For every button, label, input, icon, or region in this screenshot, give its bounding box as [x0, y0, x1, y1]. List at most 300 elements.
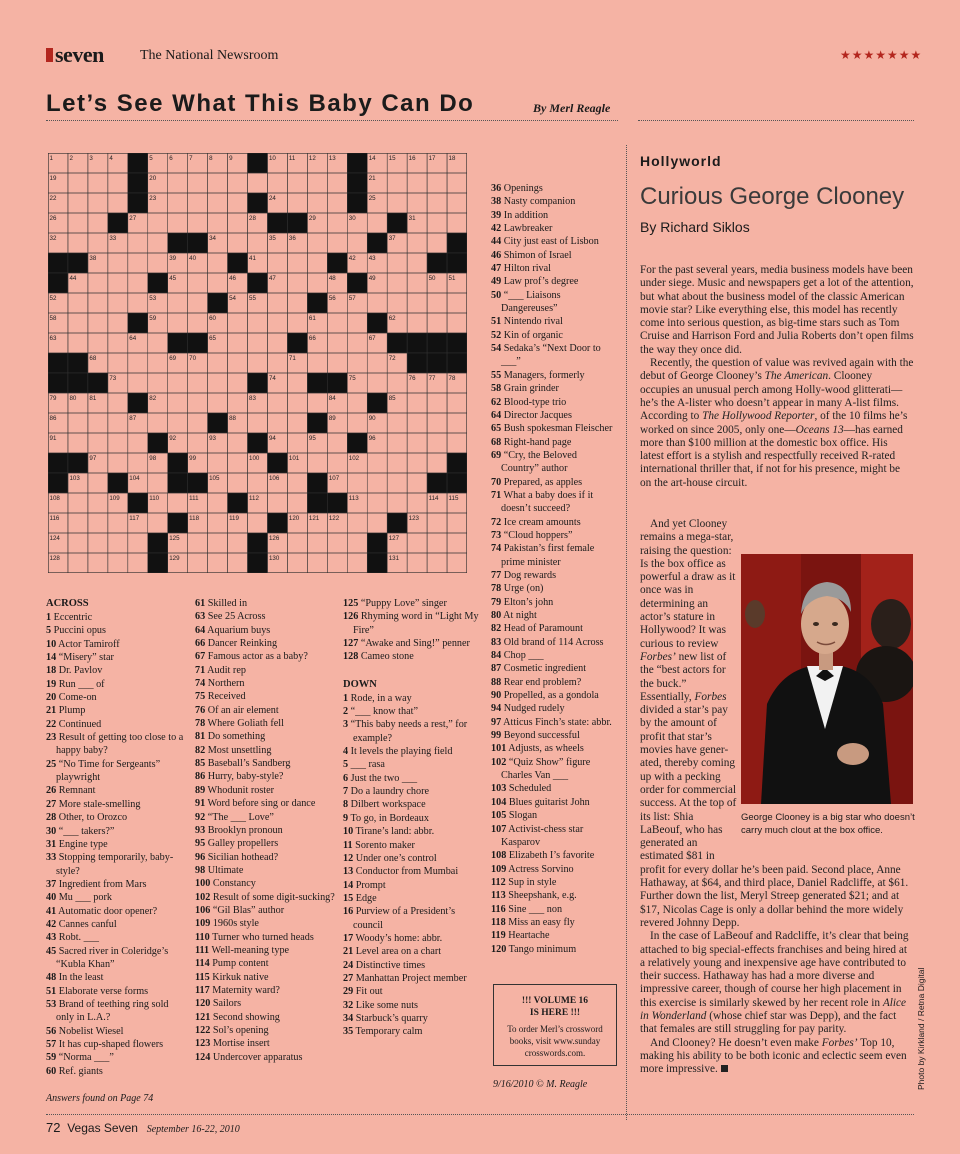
clue-item: 110 Turner who turned heads [195, 931, 314, 943]
grid-number: 130 [268, 555, 280, 562]
grid-block [267, 453, 287, 473]
clue-item: 65 Bush spokesman Fleischer [491, 423, 613, 435]
clue-item: 84 Chop ___ [491, 650, 544, 662]
clue-item: 59 “Norma ___” [46, 1052, 114, 1064]
grid-number: 98 [149, 455, 157, 462]
grid-number: 101 [288, 455, 300, 462]
clue-item: 52 Kin of organic [491, 329, 563, 341]
grid-number: 34 [209, 235, 217, 242]
clue-item: 62 Blood-type trio [491, 396, 567, 408]
clue-item: 29 Fit out [343, 986, 383, 998]
grid-block [108, 473, 128, 493]
clue-item: 45 Sacred river in Coleridge’s “Kubla Khan” [46, 945, 169, 970]
clue-column-1 [46, 597, 186, 1078]
clue-item: 44 City just east of Lisbon [491, 236, 599, 248]
grid-block [367, 313, 387, 333]
promo-headline-2: IS HERE !!! [529, 1008, 581, 1018]
grid-block [48, 253, 68, 273]
clue-item: 66 Dancer Reinking [195, 638, 278, 650]
photo-caption: George Clooney is a big star who doesn’t carry much clout at the box office. [741, 812, 915, 836]
grid-number: 10 [268, 155, 276, 162]
clue-item: 82 Head of Paramount [491, 623, 583, 635]
grid-number: 62 [388, 315, 396, 322]
clue-item: 81 Do something [195, 731, 266, 743]
grid-block [367, 533, 387, 553]
grid-block [68, 453, 88, 473]
grid-number: 26 [49, 215, 57, 222]
issue-date: September 16-22, 2010 [146, 1124, 240, 1135]
grid-number: 92 [169, 435, 177, 442]
clue-item: 53 Brand of teething ring sold only in L.A.? [46, 998, 169, 1024]
grid-number: 109 [109, 495, 120, 502]
grid-number: 119 [229, 515, 239, 522]
grid-number: 3 [89, 155, 93, 162]
clue-item: 71 What a baby does if it doesn’t succeed? [491, 489, 594, 515]
grid-block [248, 193, 268, 213]
grid-block [347, 173, 367, 193]
grid-number: 72 [388, 355, 396, 362]
grid-number: 35 [268, 235, 276, 242]
clue-item: 102 Result of some digit-sucking? [195, 891, 335, 903]
grid-number: 106 [268, 475, 280, 482]
grid-number: 80 [69, 395, 77, 402]
clue-item: 10 Tirane’s land: abbr. [343, 826, 435, 838]
grid-block [208, 293, 228, 313]
grid-block [88, 373, 108, 393]
clue-item: 30 “___ takers?” [46, 825, 115, 837]
grid-number: 58 [49, 315, 57, 322]
clue-item: 48 In the least [46, 972, 104, 984]
grid-block [248, 433, 268, 453]
clue-item: 42 Lawbreaker [491, 223, 553, 235]
grid-number: 46 [229, 275, 236, 282]
grid-number: 126 [268, 535, 280, 542]
clue-item: 93 Brooklyn pronoun [195, 824, 283, 836]
grid-block [347, 433, 367, 453]
grid-number: 112 [249, 495, 259, 502]
clue-item: 47 Hilton rival [491, 263, 551, 275]
grid-block [367, 393, 387, 413]
grid-block [427, 473, 447, 493]
grid-number: 44 [69, 275, 77, 282]
clue-item: 60 Ref. giants [46, 1065, 103, 1077]
grid-block [427, 353, 447, 373]
clue-item: 91 Word before sing or dance [195, 798, 316, 810]
grid-block [447, 453, 467, 473]
grid-number: 2 [69, 155, 73, 162]
crossword-grid[interactable] [48, 153, 467, 573]
grid-number: 54 [229, 295, 236, 302]
clue-item: 34 Starbuck’s quarry [343, 1012, 428, 1024]
grid-number: 48 [328, 275, 336, 282]
grid-block [168, 473, 188, 493]
promo-headline: !!! VOLUME 16 [521, 996, 589, 1006]
footer [46, 1120, 240, 1135]
grid-number: 70 [189, 355, 197, 362]
clue-item: 123 Mortise insert [195, 1038, 270, 1050]
article-author: By Richard Siklos [640, 219, 750, 235]
grid-block [447, 253, 467, 273]
grid-number: 67 [368, 335, 376, 342]
divider [46, 1114, 914, 1115]
grid-block [307, 493, 327, 513]
grid-block [108, 213, 128, 233]
clue-item: 117 Maternity ward? [195, 984, 280, 996]
clue-item: 109 Actress Sorvino [491, 863, 574, 875]
clue-item: 49 Law prof’s degree [491, 276, 579, 288]
grid-block [248, 273, 268, 293]
grid-number: 31 [408, 215, 416, 222]
clooney-photo [741, 554, 913, 804]
grid-block [387, 513, 407, 533]
grid-number: 89 [328, 415, 336, 422]
grid-number: 45 [169, 275, 177, 282]
clue-heading [343, 664, 483, 678]
grid-block [307, 293, 327, 313]
grid-block [128, 173, 148, 193]
clue-item: 56 Nobelist Wiesel [46, 1025, 124, 1037]
clue-item: 108 Elizabeth I’s favorite [491, 850, 595, 862]
clue-item: 23 Result of getting too close to a happy baby? [46, 732, 184, 757]
grid-number: 75 [348, 375, 356, 382]
grid-number: 124 [49, 535, 60, 542]
clue-item: 113 Sheepshank, e.g. [491, 890, 577, 902]
grid-block [48, 473, 68, 493]
clue-item: 124 Undercover apparatus [195, 1051, 303, 1063]
brand-tagline: The National Newsroom [140, 48, 279, 63]
grid-number: 61 [308, 315, 316, 322]
clue-item: 5 Puccini opus [46, 625, 106, 637]
clue-item: 40 Mu ___ pork [46, 892, 112, 904]
clue-column-3 [343, 597, 483, 1039]
clue-item: 27 More stale-smelling [46, 798, 141, 810]
grid-block [188, 473, 208, 493]
grid-number: 14 [368, 155, 376, 162]
clue-item: 105 Slogan [491, 810, 538, 822]
clue-item: 1 Rode, in a way [343, 692, 412, 704]
grid-number: 128 [49, 555, 60, 562]
answers-note: Answers found on Page 74 [46, 1093, 154, 1104]
grid-number: 37 [388, 235, 396, 242]
clue-item: 111 Well-meaning type [195, 944, 290, 956]
clue-item: 95 Galley propellers [195, 838, 279, 850]
clue-item: 19 Run ___ of [46, 678, 105, 690]
clue-item: 55 Managers, formerly [491, 369, 585, 381]
clue-item: 4 It levels the playing field [343, 746, 453, 758]
magazine-name: Vegas Seven [67, 1121, 138, 1135]
grid-block [407, 353, 427, 373]
grid-number: 125 [169, 535, 180, 542]
clue-item: 127 “Awake and Sing!” penner [343, 638, 470, 650]
section-label: Hollyworld [640, 153, 722, 169]
grid-number: 18 [448, 155, 456, 162]
clue-item: 79 Elton’s john [491, 596, 554, 608]
clue-item: 43 Robt. ___ [46, 932, 99, 944]
clue-heading: DOWN [343, 678, 377, 690]
clue-item: 109 1960s style [195, 918, 259, 930]
clue-item: 98 Ultimate [195, 864, 244, 876]
clue-item: 90 Propelled, as a gondola [491, 690, 599, 702]
grid-block [128, 153, 148, 173]
grid-number: 6 [169, 155, 173, 162]
grid-block [327, 253, 347, 273]
grid-block [307, 473, 327, 493]
grid-number: 8 [209, 155, 213, 162]
clue-item: 128 Cameo stone [343, 651, 414, 663]
clue-item: 86 Hurry, baby-style? [195, 771, 284, 783]
grid-number: 131 [388, 555, 400, 562]
grid-block [168, 233, 188, 253]
clue-item: 97 Atticus Finch’s state: abbr. [491, 716, 612, 728]
clue-item: 85 Baseball’s Sandberg [195, 758, 291, 770]
grid-number: 74 [268, 375, 276, 382]
clue-item: 38 Nasty companion [491, 196, 576, 208]
clue-item: 92 “The ___ Love” [195, 811, 274, 823]
clue-item: 115 Kirkuk native [195, 971, 269, 983]
grid-number: 122 [328, 515, 340, 522]
grid-number: 57 [348, 295, 356, 302]
grid-number: 91 [49, 435, 57, 442]
grid-block [48, 373, 68, 393]
grid-block [387, 333, 407, 353]
clue-item: 101 Adjusts, as wheels [491, 743, 584, 755]
clue-item: 68 Right-hand page [491, 436, 572, 448]
grid-number: 15 [388, 155, 396, 162]
paragraph: For the past several years, media business models have been under siege. Music and newspapers get a lot of the attention, but what about the business model of the classic American movie star? Like everything else, this model has recently come into serious question, as big-time stars such as Tom Cruise and Harrison Ford and Julia Roberts don’t open films the way they once did. [640, 264, 914, 356]
grid-number: 16 [408, 155, 416, 162]
grid-number: 85 [388, 395, 396, 402]
clue-item: 24 Distinctive times [343, 959, 426, 971]
clue-item: 51 Nintendo rival [491, 316, 563, 328]
clue-column-2 [195, 597, 335, 1064]
clue-item: 74 Pakistan’s first female prime minister [491, 543, 595, 568]
clue-item: 42 Cannes canful [46, 918, 117, 930]
grid-number: 93 [209, 435, 217, 442]
clue-item: 119 Heartache [491, 930, 550, 942]
grid-block [447, 233, 467, 253]
grid-block [188, 333, 208, 353]
grid-number: 20 [149, 175, 157, 182]
promo-box [493, 984, 617, 1066]
clue-item: 32 Like some nuts [343, 999, 418, 1011]
grid-block [287, 333, 307, 353]
grid-block [248, 533, 268, 553]
grid-number: 38 [89, 255, 97, 262]
grid-number: 21 [368, 175, 376, 182]
clue-item: 20 Come-on [46, 692, 97, 704]
crossword-title: Let’s See What This Baby Can Do [46, 90, 475, 117]
grid-number: 86 [49, 415, 57, 422]
clue-item: 102 “Quiz Show” figure Charles Van ___ [491, 756, 591, 782]
grid-block [307, 413, 327, 433]
grid-block [48, 353, 68, 373]
grid-number: 17 [428, 155, 436, 162]
clue-item: 76 Of an air element [195, 704, 279, 716]
clue-item: 107 Activist-chess star Kasparov [491, 823, 584, 848]
grid-number: 7 [189, 155, 193, 162]
grid-number: 104 [129, 475, 140, 482]
grid-number: 73 [109, 375, 117, 382]
grid-block [68, 353, 88, 373]
promo-text[interactable]: To order Merl’s crossword books, visit www.sunday crosswords.com. [507, 1024, 603, 1058]
clue-item: 57 It has cup-shaped flowers [46, 1039, 164, 1050]
clue-column-4 [491, 182, 613, 956]
clue-item: 104 Blues guitarist John [491, 796, 590, 808]
clue-item: 6 Just the two ___ [343, 772, 418, 784]
grid-number: 49 [368, 275, 376, 282]
clue-item: 73 “Cloud hoppers” [491, 529, 573, 541]
grid-number: 84 [328, 395, 336, 402]
clue-item: 33 Stopping temporarily, baby-style? [46, 852, 174, 877]
divider [638, 120, 914, 121]
clue-item: 78 Where Goliath fell [195, 718, 284, 730]
clue-item: 8 Dilbert workspace [343, 799, 426, 811]
grid-block [148, 273, 168, 293]
grid-block [447, 333, 467, 353]
grid-block [347, 273, 367, 293]
grid-number: 40 [189, 255, 197, 262]
grid-number: 117 [129, 515, 140, 522]
grid-block [267, 213, 287, 233]
grid-number: 71 [288, 355, 296, 362]
grid-block [427, 333, 447, 353]
grid-number: 12 [308, 155, 316, 162]
clue-item: 14 “Misery” star [46, 652, 114, 664]
grid-block [248, 373, 268, 393]
clue-item: 74 Northern [195, 678, 245, 690]
clue-item: 120 Sailors [195, 998, 242, 1010]
clue-item: 35 Temporary calm [343, 1026, 423, 1038]
grid-number: 81 [89, 395, 97, 402]
grid-number: 60 [209, 315, 217, 322]
grid-number: 32 [49, 235, 57, 242]
clue-item: 112 Sup in style [491, 876, 557, 888]
clue-item: 83 Old brand of 114 Across [491, 636, 604, 648]
grid-number: 116 [49, 515, 60, 522]
grid-number: 99 [189, 455, 197, 462]
header-stars: ★★★★★★★ [840, 48, 923, 62]
clue-item: 88 Rear end problem? [491, 676, 582, 688]
grid-block [188, 233, 208, 253]
grid-block [228, 493, 248, 513]
paragraph: And Clooney? He doesn’t even make Forbes’ Top 10, making his ability to be both iconic and eclectic seem even more impressive. [640, 1036, 907, 1076]
grid-number: 43 [368, 255, 376, 262]
clue-item: 70 Prepared, as apples [491, 476, 583, 488]
grid-number: 120 [288, 515, 300, 522]
grid-number: 50 [428, 275, 436, 282]
grid-block [148, 533, 168, 553]
grid-block [267, 513, 287, 533]
clue-item: 122 Sol’s opening [195, 1025, 269, 1036]
clue-item: 78 Urge (on) [491, 583, 544, 595]
divider [46, 120, 618, 121]
grid-block [148, 553, 168, 573]
grid-number: 63 [49, 335, 57, 342]
clue-item: 103 Scheduled [491, 783, 552, 795]
grid-number: 121 [308, 515, 320, 522]
clue-item: 21 Level area on a chart [343, 946, 442, 958]
clue-item: 96 Sicilian hothead? [195, 851, 279, 863]
grid-block [248, 553, 268, 573]
grid-block [327, 373, 347, 393]
clue-item: 126 Rhyming word in “Light My Fire” [343, 611, 479, 636]
clue-item: 82 Most unsettling [195, 744, 272, 756]
clue-item: 21 Plump [46, 705, 86, 717]
grid-number: 53 [149, 295, 157, 302]
grid-number: 9 [229, 155, 233, 162]
grid-number: 25 [368, 195, 376, 202]
clue-item: 71 Audit rep [195, 664, 246, 676]
grid-number: 27 [129, 215, 137, 222]
column-rule [626, 145, 628, 1120]
clue-item: 11 Sorento maker [343, 839, 415, 851]
grid-number: 52 [49, 295, 57, 302]
paragraph: Recently, the question of value was revived again with the debut of George Clooney’s The American. Clooney occupies an unusual perch among Holly-wood glitterati—he’s the A-lister who doesn’t appear in many A-list films. According to The Hollywood Reporter, of the 10 films he’s worked on since 2005, only one—Oceans 13—has earned more than $100 million at the domestic box office. His latest effort is a stylish and respectfully received R-rated international thriller that, if not for his presence, might be on the art-house circuit. [640, 357, 914, 489]
grid-block [168, 453, 188, 473]
clue-heading: ACROSS [46, 598, 89, 609]
grid-number: 76 [408, 375, 416, 382]
grid-block [367, 233, 387, 253]
grid-block [287, 213, 307, 233]
grid-number: 22 [49, 195, 57, 202]
grid-number: 36 [288, 235, 296, 242]
grid-number: 65 [209, 335, 217, 342]
clue-item: 125 “Puppy Love” singer [343, 598, 447, 609]
grid-number: 1 [49, 155, 53, 162]
grid-number: 94 [268, 435, 276, 442]
grid-number: 102 [348, 455, 360, 462]
grid-number: 97 [89, 455, 97, 462]
clue-item: 99 Beyond successful [491, 730, 580, 742]
grid-block [48, 453, 68, 473]
grid-block [248, 153, 268, 173]
page-number: 72 [46, 1120, 61, 1135]
grid-number: 64 [129, 335, 137, 342]
clue-item: 7 Do a laundry chore [343, 786, 429, 798]
grid-block [228, 253, 248, 273]
grid-number: 100 [249, 455, 260, 462]
clue-item: 50 “___ Liaisons Dangereuses” [491, 289, 561, 315]
clue-item: 46 Shimon of Israel [491, 249, 572, 261]
clue-item: 114 Pump content [195, 958, 269, 970]
grid-block [327, 493, 347, 513]
grid-block [168, 333, 188, 353]
clue-item: 89 Whodunit roster [195, 784, 275, 796]
clue-item: 2 “___ know that” [343, 706, 418, 718]
clue-item: 64 Aquarium buys [195, 624, 271, 636]
grid-block [128, 313, 148, 333]
grid-number: 5 [149, 155, 153, 162]
grid-number: 11 [288, 155, 296, 162]
clue-item: 18 Dr. Pavlov [46, 665, 103, 677]
brand-logo [46, 44, 104, 66]
grid-number: 4 [109, 155, 113, 162]
clue-item: 54 Sedaka’s “Next Door to ___” [491, 343, 601, 368]
grid-block [427, 253, 447, 273]
grid-block [387, 213, 407, 233]
clue-item: 27 Manhattan Project member [343, 972, 467, 984]
grid-number: 47 [268, 275, 276, 282]
grid-number: 13 [328, 155, 336, 162]
clue-item: 58 Grain grinder [491, 383, 559, 395]
grid-number: 55 [249, 295, 256, 302]
clue-item: 80 At night [491, 610, 537, 621]
clue-item: 12 Under one’s control [343, 852, 437, 864]
grid-block [447, 353, 467, 373]
grid-number: 28 [249, 215, 256, 222]
copyright: 9/16/2010 © M. Reagle [493, 1079, 588, 1090]
grid-number: 66 [308, 335, 316, 342]
